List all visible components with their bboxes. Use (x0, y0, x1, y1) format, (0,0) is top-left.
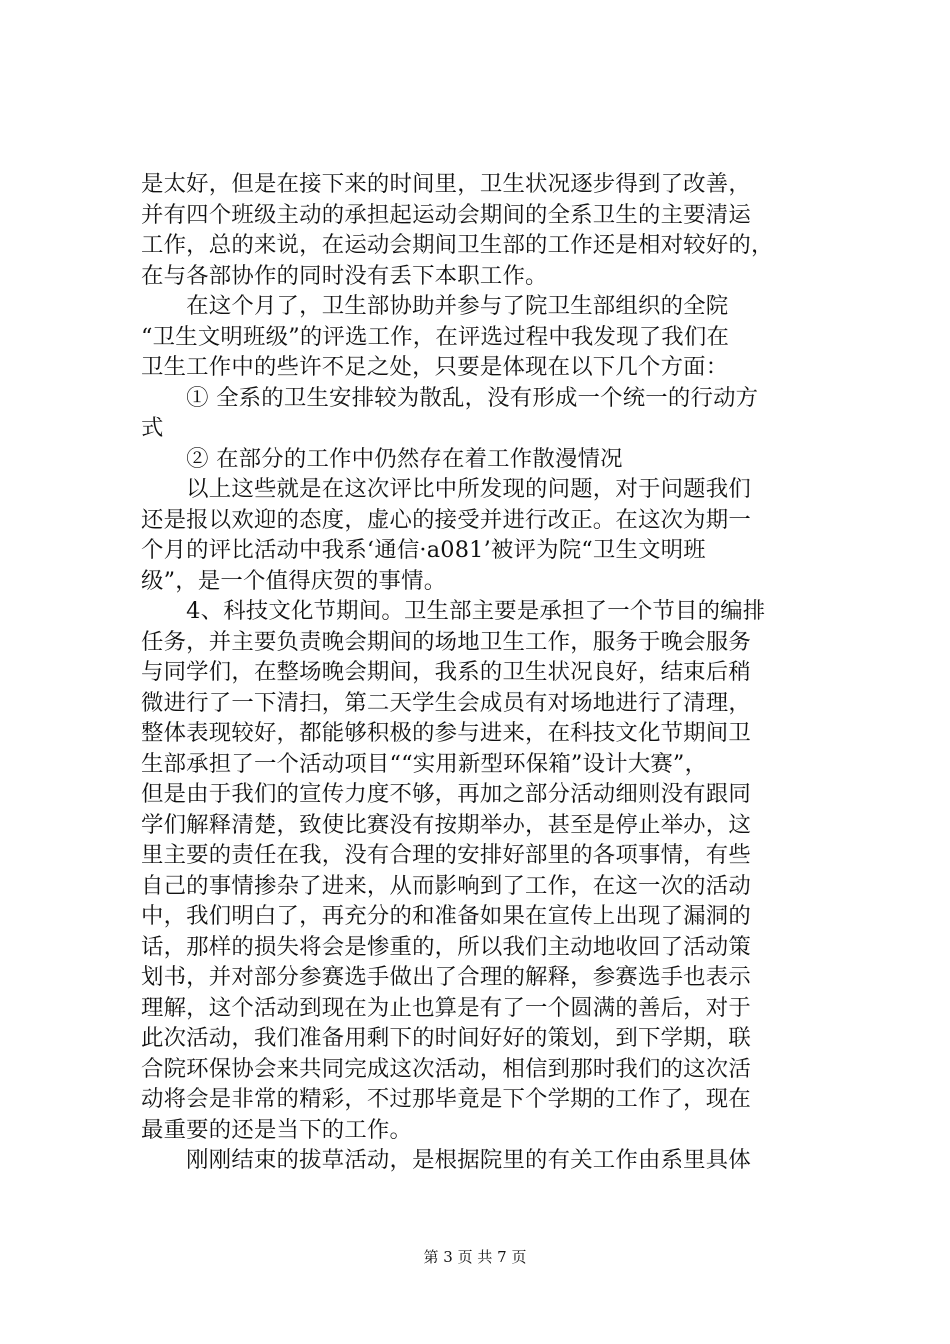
text-line: 个月的评比活动中我系‘通信·a081’被评为院“卫生文明班 (141, 537, 706, 563)
page-footer: 第 3 页 共 7 页 (423, 1248, 527, 1266)
text-line: 最重要的还是当下的工作。 (141, 1116, 413, 1143)
text-line: 微进行了一下清扫，第二天学生会成员有对场地进行了清理， (141, 689, 751, 716)
text-line: 但是由于我们的宣传力度不够，再加之部分活动细则没有跟同 (141, 781, 751, 807)
text-line: 刚刚结束的拔草活动，是根据院里的有关工作由系里具体 (141, 1147, 751, 1173)
text-line: 在与各部协作的同时没有丢下本职工作。 (141, 262, 548, 289)
text-line: 生部承担了一个活动项目““实用新型环保箱”设计大赛”， (141, 750, 708, 777)
text-line: 理解，这个活动到现在为止也算是有了一个圆满的善后，对于 (141, 994, 751, 1021)
text-line: 里主要的责任在我，没有合理的安排好部里的各项事情，有些 (141, 842, 751, 868)
body-text (141, 169, 841, 1176)
text-line: 还是报以欢迎的态度，虚心的接受并进行改正。在这次为期一 (141, 506, 751, 533)
text-line: “卫生文明班级”的评选工作，在评选过程中我发现了我们在 (141, 323, 730, 350)
text-line: 与同学们，在整场晚会期间，我系的卫生状况良好，结束后稍 (141, 659, 751, 685)
text-line: 以上这些就是在这次评比中所发现的问题，对于问题我们 (141, 476, 751, 502)
text-line: 自己的事情掺杂了进来，从而影响到了工作，在这一次的活动 (141, 872, 751, 899)
text-line: 此次活动，我们准备用剩下的时间好好的策划，到下学期，联 (141, 1025, 751, 1051)
text-line: 动将会是非常的精彩，不过那毕竟是下个学期的工作了，现在 (141, 1086, 751, 1112)
text-line: 卫生工作中的些许不足之处，只要是体现在以下几个方面： (141, 354, 729, 380)
text-line: 并有四个班级主动的承担起运动会期间的全系卫生的主要清运 (141, 201, 751, 228)
text-line: 工作，总的来说，在运动会期间卫生部的工作还是相对较好的， (141, 232, 774, 258)
text-line: 任务，并主要负责晚会期间的场地卫生工作，服务于晚会服务 (141, 628, 751, 655)
text-line: 在这个月了，卫生部协助并参与了院卫生部组织的全院 (141, 293, 729, 319)
text-line: 式 (141, 415, 164, 441)
text-line: ① 全系的卫生安排较为散乱，没有形成一个统一的行动方 (141, 384, 759, 411)
text-line: ② 在部分的工作中仍然存在着工作散漫情况 (141, 445, 623, 472)
text-line: 级”，是一个值得庆贺的事情。 (141, 567, 447, 594)
text-line: 学们解释清楚，致使比赛没有按期举办，甚至是停止举办，这 (141, 811, 751, 838)
text-line: 合院环保协会来共同完成这次活动，相信到那时我们的这次活 (141, 1055, 751, 1082)
text-line: 话，那样的损失将会是惨重的，所以我们主动地收回了活动策 (141, 933, 751, 960)
text-line: 整体表现较好，都能够积极的参与进来，在科技文化节期间卫 (141, 720, 751, 746)
text-line: 4、科技文化节期间。卫生部主要是承担了一个节目的编排 (141, 598, 766, 624)
text-line: 中，我们明白了，再充分的和准备如果在宣传上出现了漏洞的 (141, 903, 751, 929)
text-line: 划书，并对部分参赛选手做出了合理的解释，参赛选手也表示 (141, 964, 751, 990)
text-line: 是太好，但是在接下来的时间里，卫生状况逐步得到了改善， (141, 171, 751, 197)
